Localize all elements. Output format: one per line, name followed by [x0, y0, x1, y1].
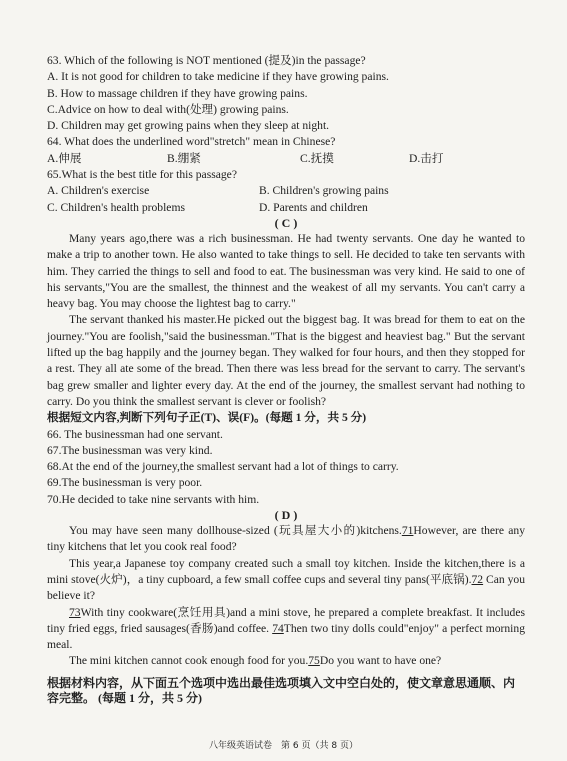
q63-option-a: A. It is not good for children to take medicine if they have growing pains.	[47, 70, 389, 84]
q65-option-a: A. Children's exercise	[47, 184, 150, 198]
section-c-paragraph-2: The servant thanked his master.He picked out the biggest bag. It was bread for them to eat on the journey."You are foolish,"said the businessman."That is the biggest and heaviest bag." But the servant lifted up the bag happily and the journey began. They walked for four hours, and then they stopped for a rest. They all ate some of the bread. Then there was less bread for the servant to carry. The servant's bag grew smaller and lighter every day. At the end of the journey, the smallest servant had nothing to carry. Do you think the smallest servant is clever or foolish?	[47, 313, 525, 408]
q65-option-c: C. Children's health problems	[47, 200, 185, 214]
statement-68: 68.At the end of the journey,the smallest servant had a lot of things to carry.	[47, 460, 399, 474]
q64-option-c: C.抚摸	[300, 151, 334, 165]
q64-options	[47, 151, 525, 167]
d-p3-text-b: Then two tiny dolls could"enjoy" a perfect morning meal.	[47, 621, 525, 652]
q65-options-row1	[47, 183, 525, 199]
section-d-paragraph-3	[47, 605, 525, 654]
d-p1-text-b: However, are there any tiny kitchens that let you cook real food?	[47, 524, 525, 554]
statement-69: 69.The businessman is very poor.	[47, 476, 203, 490]
blank-72: 72	[471, 572, 484, 586]
section-d-paragraph-1	[47, 523, 525, 556]
statement-67: 67.The businessman was very kind.	[47, 443, 213, 457]
q63-stem: 63. Which of the following is NOT mentioned (提及)in the passage?	[47, 54, 366, 67]
q64-option-a: A.伸展	[47, 151, 82, 165]
d-p4-text-a: The mini kitchen cannot cook enough food for you.	[69, 654, 309, 668]
section-c-heading: ( C )	[274, 215, 298, 230]
page-footer: 八年级英语试卷 第 6 页（共 8 页）	[209, 741, 358, 751]
q65-stem: 65.What is the best title for this passage?	[47, 168, 237, 182]
q63-option-d: D. Children may get growing pains when they sleep at night.	[47, 119, 330, 133]
statement-70: 70.He decided to take nine servants with him.	[47, 492, 260, 506]
section-d-heading: ( D )	[274, 508, 298, 523]
section-d-paragraph-4	[47, 653, 525, 669]
q65-option-b: B. Children's growing pains	[259, 184, 389, 198]
blank-71: 71	[401, 524, 414, 538]
section-c-instruction: 根据短文内容,判断下列句子正(T)、误(F)。(每题 1 分，共 5 分)	[47, 411, 367, 425]
q64-option-b: B.绷紧	[167, 151, 201, 165]
q65-option-d: D. Parents and children	[259, 200, 368, 214]
blank-73: 73	[69, 605, 81, 619]
d-p2-text-a: This year,a Japanese toy company created such a small toy kitchen. Inside the kitchen,there is a mini stove(火炉)，a tiny cupboard, a few small coffee cups and several tiny pans(平底锅).	[47, 556, 525, 586]
section-d-instruction: 根据材料内容，从下面五个选项中选出最佳选项填入文中空白处的，使文章意思通顺、内容完整。 (每题 1 分，共 5 分)	[47, 675, 516, 706]
q63-option-b: B. How to massage children if they have growing pains.	[47, 86, 308, 100]
d-p2-text-b: Can you believe it?	[47, 572, 525, 603]
q64-option-d: D.击打	[409, 151, 444, 165]
blank-75: 75	[308, 654, 320, 668]
d-p3-text-a: With tiny cookware(烹饪用具)and a mini stove, he prepared a complete breakfast. It includes tiny fried eggs, fried sausages(香肠)and coffee.	[47, 605, 525, 635]
section-d-paragraph-2	[47, 556, 525, 605]
d-p4-text-b: Do you want to have one?	[319, 654, 442, 668]
blank-74: 74	[272, 621, 284, 635]
page-content	[47, 53, 525, 719]
statement-66: 66. The businessman had one servant.	[47, 427, 223, 441]
section-c-paragraph-1: Many years ago,there was a rich businessman. He had twenty servants. One day he wanted to make a trip to another town. He also wanted to take things to sell. He decided to take ten servants with him. They carried the things to sell and food to eat. The businessman was very kind. He said to one of his servants,"You are the smallest, the thinnest and the weakest of all my servants. You can't carry a heavy bag. You may choose the lightest bag to carry."	[47, 231, 525, 311]
q64-stem: 64. What does the underlined word"stretch" mean in Chinese?	[47, 135, 336, 149]
d-p1-text-a: You may have seen many dollhouse-sized (玩具屋大小的)kitchens.	[69, 524, 402, 538]
q65-options-row2	[47, 200, 525, 216]
q63-option-c: C.Advice on how to deal with(处理) growing pains.	[47, 102, 289, 116]
